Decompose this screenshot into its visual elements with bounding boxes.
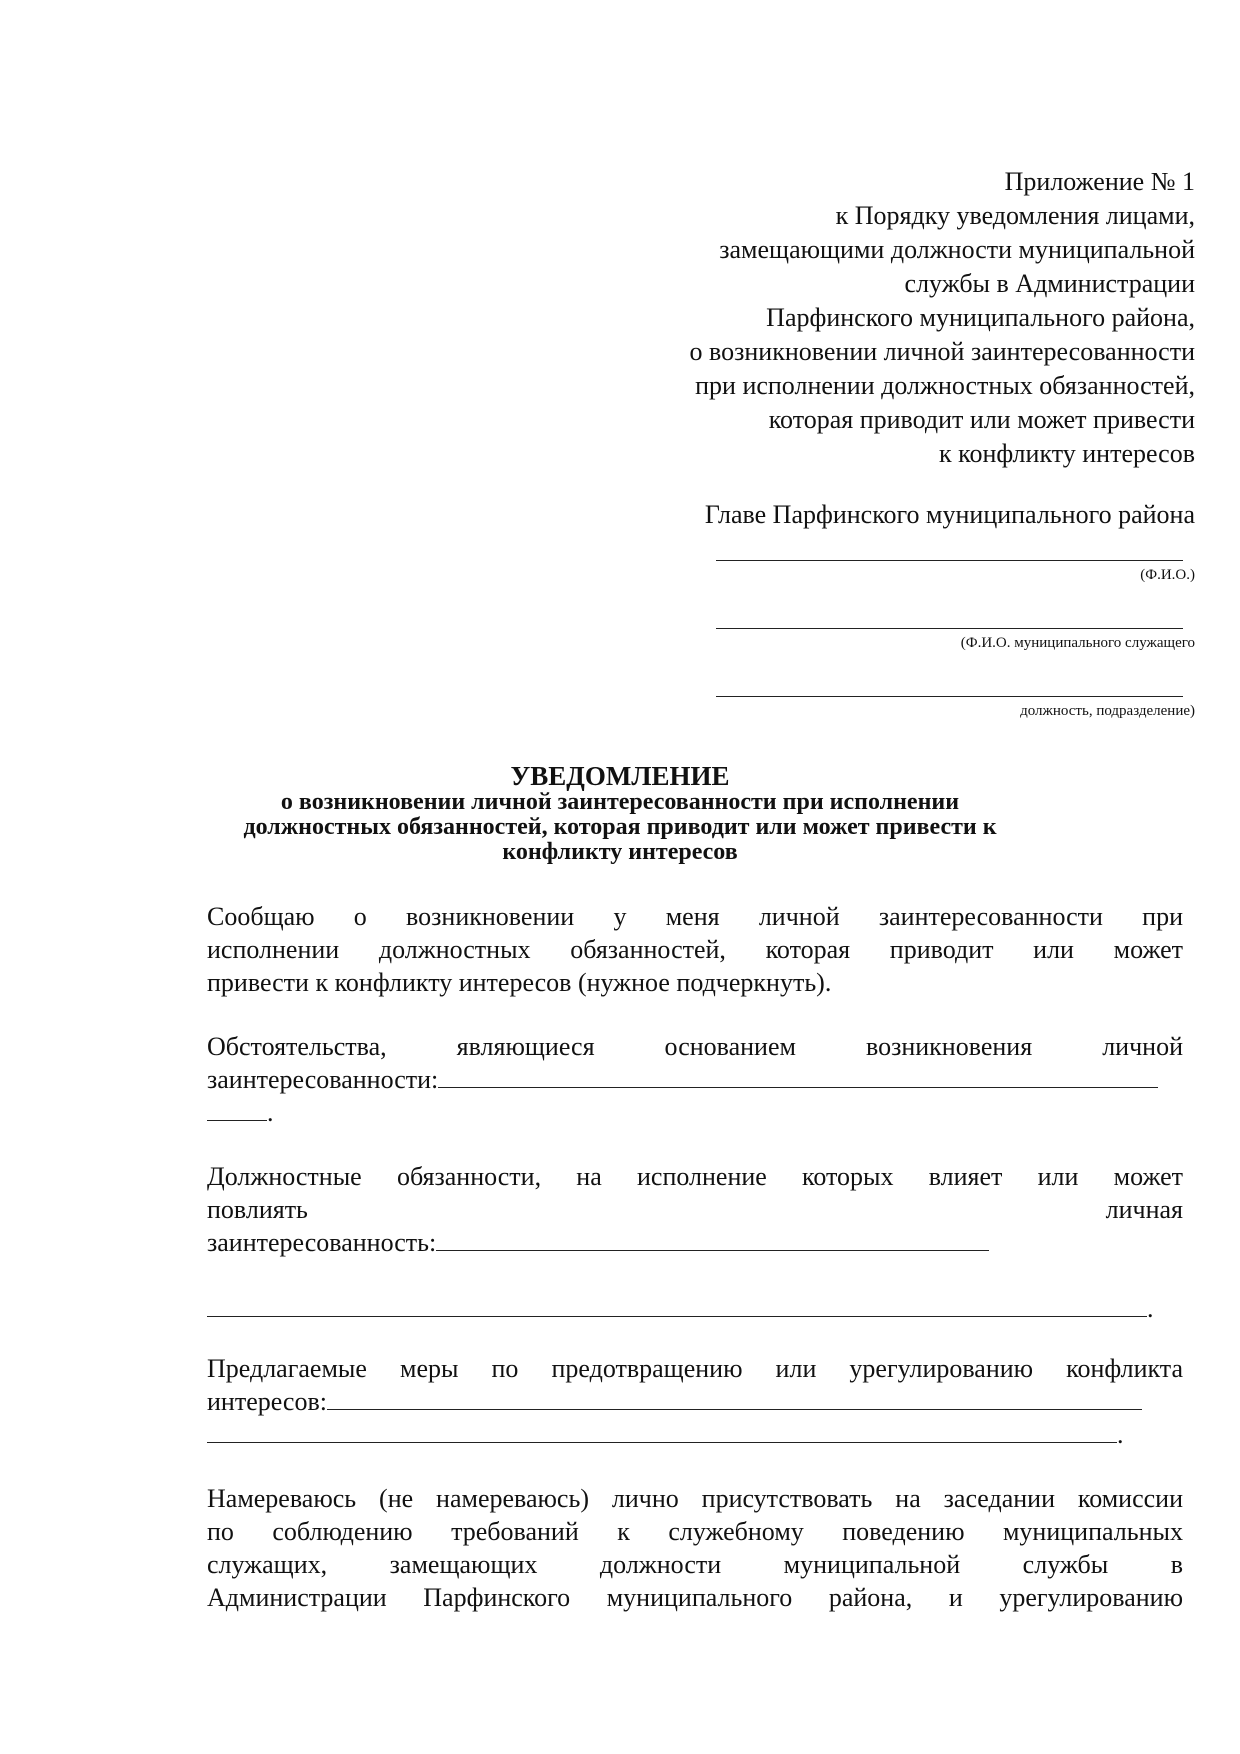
paragraph-line: Предлагаемые меры по предотвращению или урегулированию конфликта [207, 1354, 1183, 1383]
title-subtitle-line: конфликту интересов [502, 839, 738, 865]
paragraph-line: по соблюдению требований к служебному поведению муниципальных [207, 1517, 1183, 1546]
header-line: о возникновении личной заинтересованности [689, 337, 1195, 366]
paragraph-line [207, 1226, 1183, 1259]
document-title [0, 762, 1240, 865]
line-end-period: . [1117, 1420, 1124, 1449]
paragraph-line: Сообщаю о возникновении у меня личной заинтересованности при [207, 902, 1183, 931]
paragraph-line [207, 1385, 1183, 1418]
circumstances-fill-line[interactable] [438, 1063, 1158, 1088]
paragraph-duties [207, 1160, 1183, 1325]
header-line: замещающими должности муниципальной [719, 235, 1195, 264]
line-end-period: . [1147, 1294, 1154, 1323]
line-end-period: . [267, 1098, 274, 1127]
header-line: к Порядку уведомления лицами, [835, 201, 1195, 230]
paragraph-notification [207, 900, 1183, 999]
paragraph-line [207, 1418, 1183, 1451]
duties-fill-line-2[interactable] [207, 1292, 1147, 1317]
field-label: заинтересованности: [207, 1065, 439, 1094]
measures-fill-line-2[interactable] [207, 1418, 1117, 1443]
header-line: к конфликту интересов [939, 439, 1195, 468]
header-line: службы в Администрации [904, 269, 1195, 298]
header-line: при исполнении должностных обязанностей, [695, 371, 1195, 400]
paragraph-measures [207, 1352, 1183, 1451]
header-line: которая приводит или может привести [768, 405, 1195, 434]
paragraph-line: привести к конфликту интересов (нужное подчеркнуть). [207, 968, 832, 997]
title-main: УВЕДОМЛЕНИЕ [510, 761, 730, 791]
field-label: заинтересованность: [207, 1228, 437, 1257]
addressee: Главе Парфинского муниципального района [704, 500, 1195, 529]
paragraph-commission [207, 1482, 1183, 1614]
measures-fill-line[interactable] [327, 1385, 1142, 1410]
paragraph-line [207, 1292, 1183, 1325]
title-subtitle-line: о возникновении личной заинтересованности при исполнении [280, 789, 960, 815]
paragraph-line [207, 1063, 1183, 1096]
position-signature-line [716, 696, 1183, 697]
duties-fill-line[interactable] [436, 1226, 989, 1251]
paragraph-line: Намереваюсь (не намереваюсь) лично присутствовать на заседании комиссии [207, 1484, 1183, 1513]
servant-fio-signature-line [716, 628, 1183, 629]
title-subtitle-line: должностных обязанностей, которая приводит или может привести к [243, 814, 997, 840]
header-line: Приложение № 1 [1004, 167, 1195, 196]
paragraph-line: Должностные обязанности, на исполнение которых влияет или может [207, 1162, 1183, 1191]
header-line: Парфинского муниципального района, [766, 303, 1195, 332]
field-label: интересов: [207, 1387, 327, 1416]
circumstances-fill-line-end[interactable] [207, 1096, 267, 1121]
fio-signature-line [716, 560, 1183, 561]
paragraph-line: Обстоятельства, являющиеся основанием возникновения личной [207, 1032, 1183, 1061]
position-caption: должность, подразделение) [1020, 703, 1195, 719]
servant-fio-caption: (Ф.И.О. муниципального служащего [960, 635, 1195, 651]
fio-caption: (Ф.И.О.) [1140, 567, 1195, 583]
paragraph-line: исполнении должностных обязанностей, которая приводит или может [207, 935, 1183, 964]
paragraph-line: служащих, замещающих должности муниципальной службы в [207, 1550, 1183, 1579]
paragraph-line: Администрации Парфинского муниципального района, и урегулированию [207, 1583, 1183, 1612]
paragraph-line: повлиять личная [207, 1195, 1183, 1224]
appendix-header [690, 165, 1195, 471]
paragraph-circumstances [207, 1030, 1183, 1129]
paragraph-line [207, 1096, 1183, 1129]
